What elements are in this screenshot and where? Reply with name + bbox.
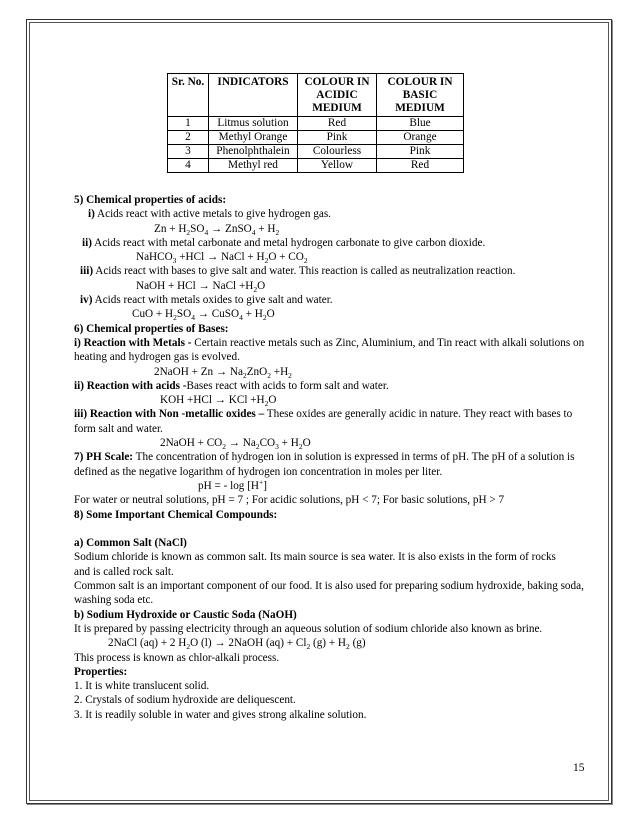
item-label: ii) Reaction with acids - [74, 379, 187, 392]
table-row [168, 131, 464, 145]
list-item: 2. Crystals of sodium hydroxide are deliquescent. [74, 694, 296, 707]
list-item: 1. It is white translucent solid. [74, 680, 210, 693]
bases-item-iii [74, 407, 594, 436]
cell-basic: Pink [377, 145, 464, 159]
item-label: i) Reaction with Metals - [74, 336, 192, 349]
header-acidic: COLOUR IN ACIDIC MEDIUM [298, 74, 377, 117]
item-label: iii) Reaction with Non -metallic oxides – [74, 408, 265, 421]
list-item: 3. It is readily soluble in water and gives strong alkaline solution. [74, 708, 367, 721]
ph-paragraph [74, 450, 594, 479]
acids-heading: 5) Chemical properties of acids: [74, 194, 227, 206]
cell-sr: 1 [168, 117, 209, 131]
acids-item-ii [74, 236, 594, 250]
item-text: Acids react with bases to give salt and water. This reaction is called as neutralization reaction. [95, 265, 516, 278]
acids-eq-iv: CuO + $H_2SO_4$ → CuSO$_4$ + $H_2O$ [132, 308, 275, 323]
cell-sr: 4 [168, 159, 209, 173]
acids-eq-i: $Zn + H_2SO_4$ → ZnSO$_4$ + $H_2$ [154, 222, 280, 237]
cell-sr: 2 [168, 131, 209, 145]
item-label: iii) [80, 265, 94, 278]
naoh-text: It is prepared by passing electricity through an aqueous solution of sodium chloride also known as brine. [74, 622, 543, 635]
cell-basic: Red [377, 159, 464, 173]
page-number: 15 [573, 762, 585, 774]
ph-line: For water or neutral solutions, pH = 7 ; For acidic solutions, pH < 7; For basic solutions, pH > 7 [74, 494, 505, 507]
item-text: Acids react with metals oxides to give salt and water. [94, 294, 333, 307]
item-text: Acids react with active metals to give hydrogen gas. [97, 208, 331, 221]
cell-acidic: Colourless [298, 145, 377, 159]
bases-item-ii [74, 379, 594, 393]
table-row [168, 117, 464, 131]
cell-acidic: Pink [298, 131, 377, 145]
item-text: Acids react with metal carbonate and metal hydrogen carbonate to give carbon dioxide. [94, 236, 486, 249]
acids-item-iv [74, 293, 594, 307]
item-label: ii) [82, 236, 92, 249]
cell-sr: 3 [168, 145, 209, 159]
naoh-eq: 2NaCl (aq) + 2 $H_2O$ (l) → 2NaOH $(aq) + Cl_2$ $(g) + H_2$ (g) [108, 637, 366, 652]
naoh-heading: b) Sodium Hydroxide or Caustic Soda (NaOH) [74, 608, 297, 621]
item-label: iv) [80, 294, 93, 307]
cell-indicator: Methyl red [209, 159, 298, 173]
item-text: These oxides are generally acidic in nature. They react with bases to form salt and water. [74, 408, 573, 435]
bases-eq-ii: KOH +HCl → KCl $+H_2O$ [160, 394, 277, 409]
ph-eq: pH = - log [H+] [198, 477, 267, 492]
properties-heading: Properties: [74, 665, 128, 678]
cell-acidic: Yellow [298, 159, 377, 173]
header-sr-no: Sr. No. [168, 74, 209, 117]
bases-item-i [74, 336, 594, 365]
spacer [74, 522, 594, 536]
cell-indicator: Litmus solution [209, 117, 298, 131]
header-basic: COLOUR IN BASIC MEDIUM [377, 74, 464, 117]
acids-eq-ii: NaHCO$_3$ +HCl → NaCl + $H_2O + CO_2$ [136, 251, 308, 266]
acids-item-i [74, 207, 594, 221]
salt-heading: a) Common Salt (NaCl) [74, 537, 187, 550]
acids-item-iii [74, 264, 594, 278]
cell-indicator: Phenolphthalein [209, 145, 298, 159]
table-header-row [168, 74, 464, 117]
cell-acidic: Red [298, 117, 377, 131]
ph-text: The concentration of hydrogen ion in solution is expressed in terms of pH. The pH of a solution is defined as the negative logarithm of hydrogen ion concentration in moles per liter. [74, 451, 575, 478]
bases-eq-i: 2NaOH + $Zn \to Na_2ZnO_2 +H_2$ [154, 365, 292, 380]
item-text: Certain reactive metals such as Zinc, Aluminium, and Tin react with alkali solutions on heating and hydrogen gas is evolved. [74, 336, 585, 364]
bases-heading: 6) Chemical properties of Bases: [74, 322, 229, 335]
salt-text-2: Common salt is an important component of our food. It is also used for preparing sodium hydroxide, baking soda, washing soda etc. [74, 580, 584, 607]
ph-label: 7) PH Scale: [74, 451, 134, 464]
table-row [168, 159, 464, 173]
bases-eq-iii: 2NaOH + $CO_2 \to Na_2CO_3 + H_2O$ [160, 437, 311, 452]
cell-basic: Blue [377, 117, 464, 131]
body-content [74, 193, 594, 722]
acids-eq-iii: NaOH + HCl → NaCl $+H_2O$ [136, 279, 266, 295]
table-row [168, 145, 464, 159]
salt-text-1: Sodium chloride is known as common salt. Its main source is sea water. It is also exists in the form of rocks and is called rock salt. [74, 551, 556, 578]
cell-basic: Orange [377, 131, 464, 145]
compounds-heading: 8) Some Important Chemical Compounds: [74, 508, 278, 521]
cell-indicator: Methyl Orange [209, 131, 298, 145]
item-label: i) [88, 208, 95, 221]
header-indicators: INDICATORS [209, 74, 298, 117]
naoh-process: This process is known as chlor-alkali process. [74, 651, 280, 664]
indicators-table [167, 73, 464, 173]
item-text: Bases react with acids to form salt and water. [186, 379, 389, 392]
